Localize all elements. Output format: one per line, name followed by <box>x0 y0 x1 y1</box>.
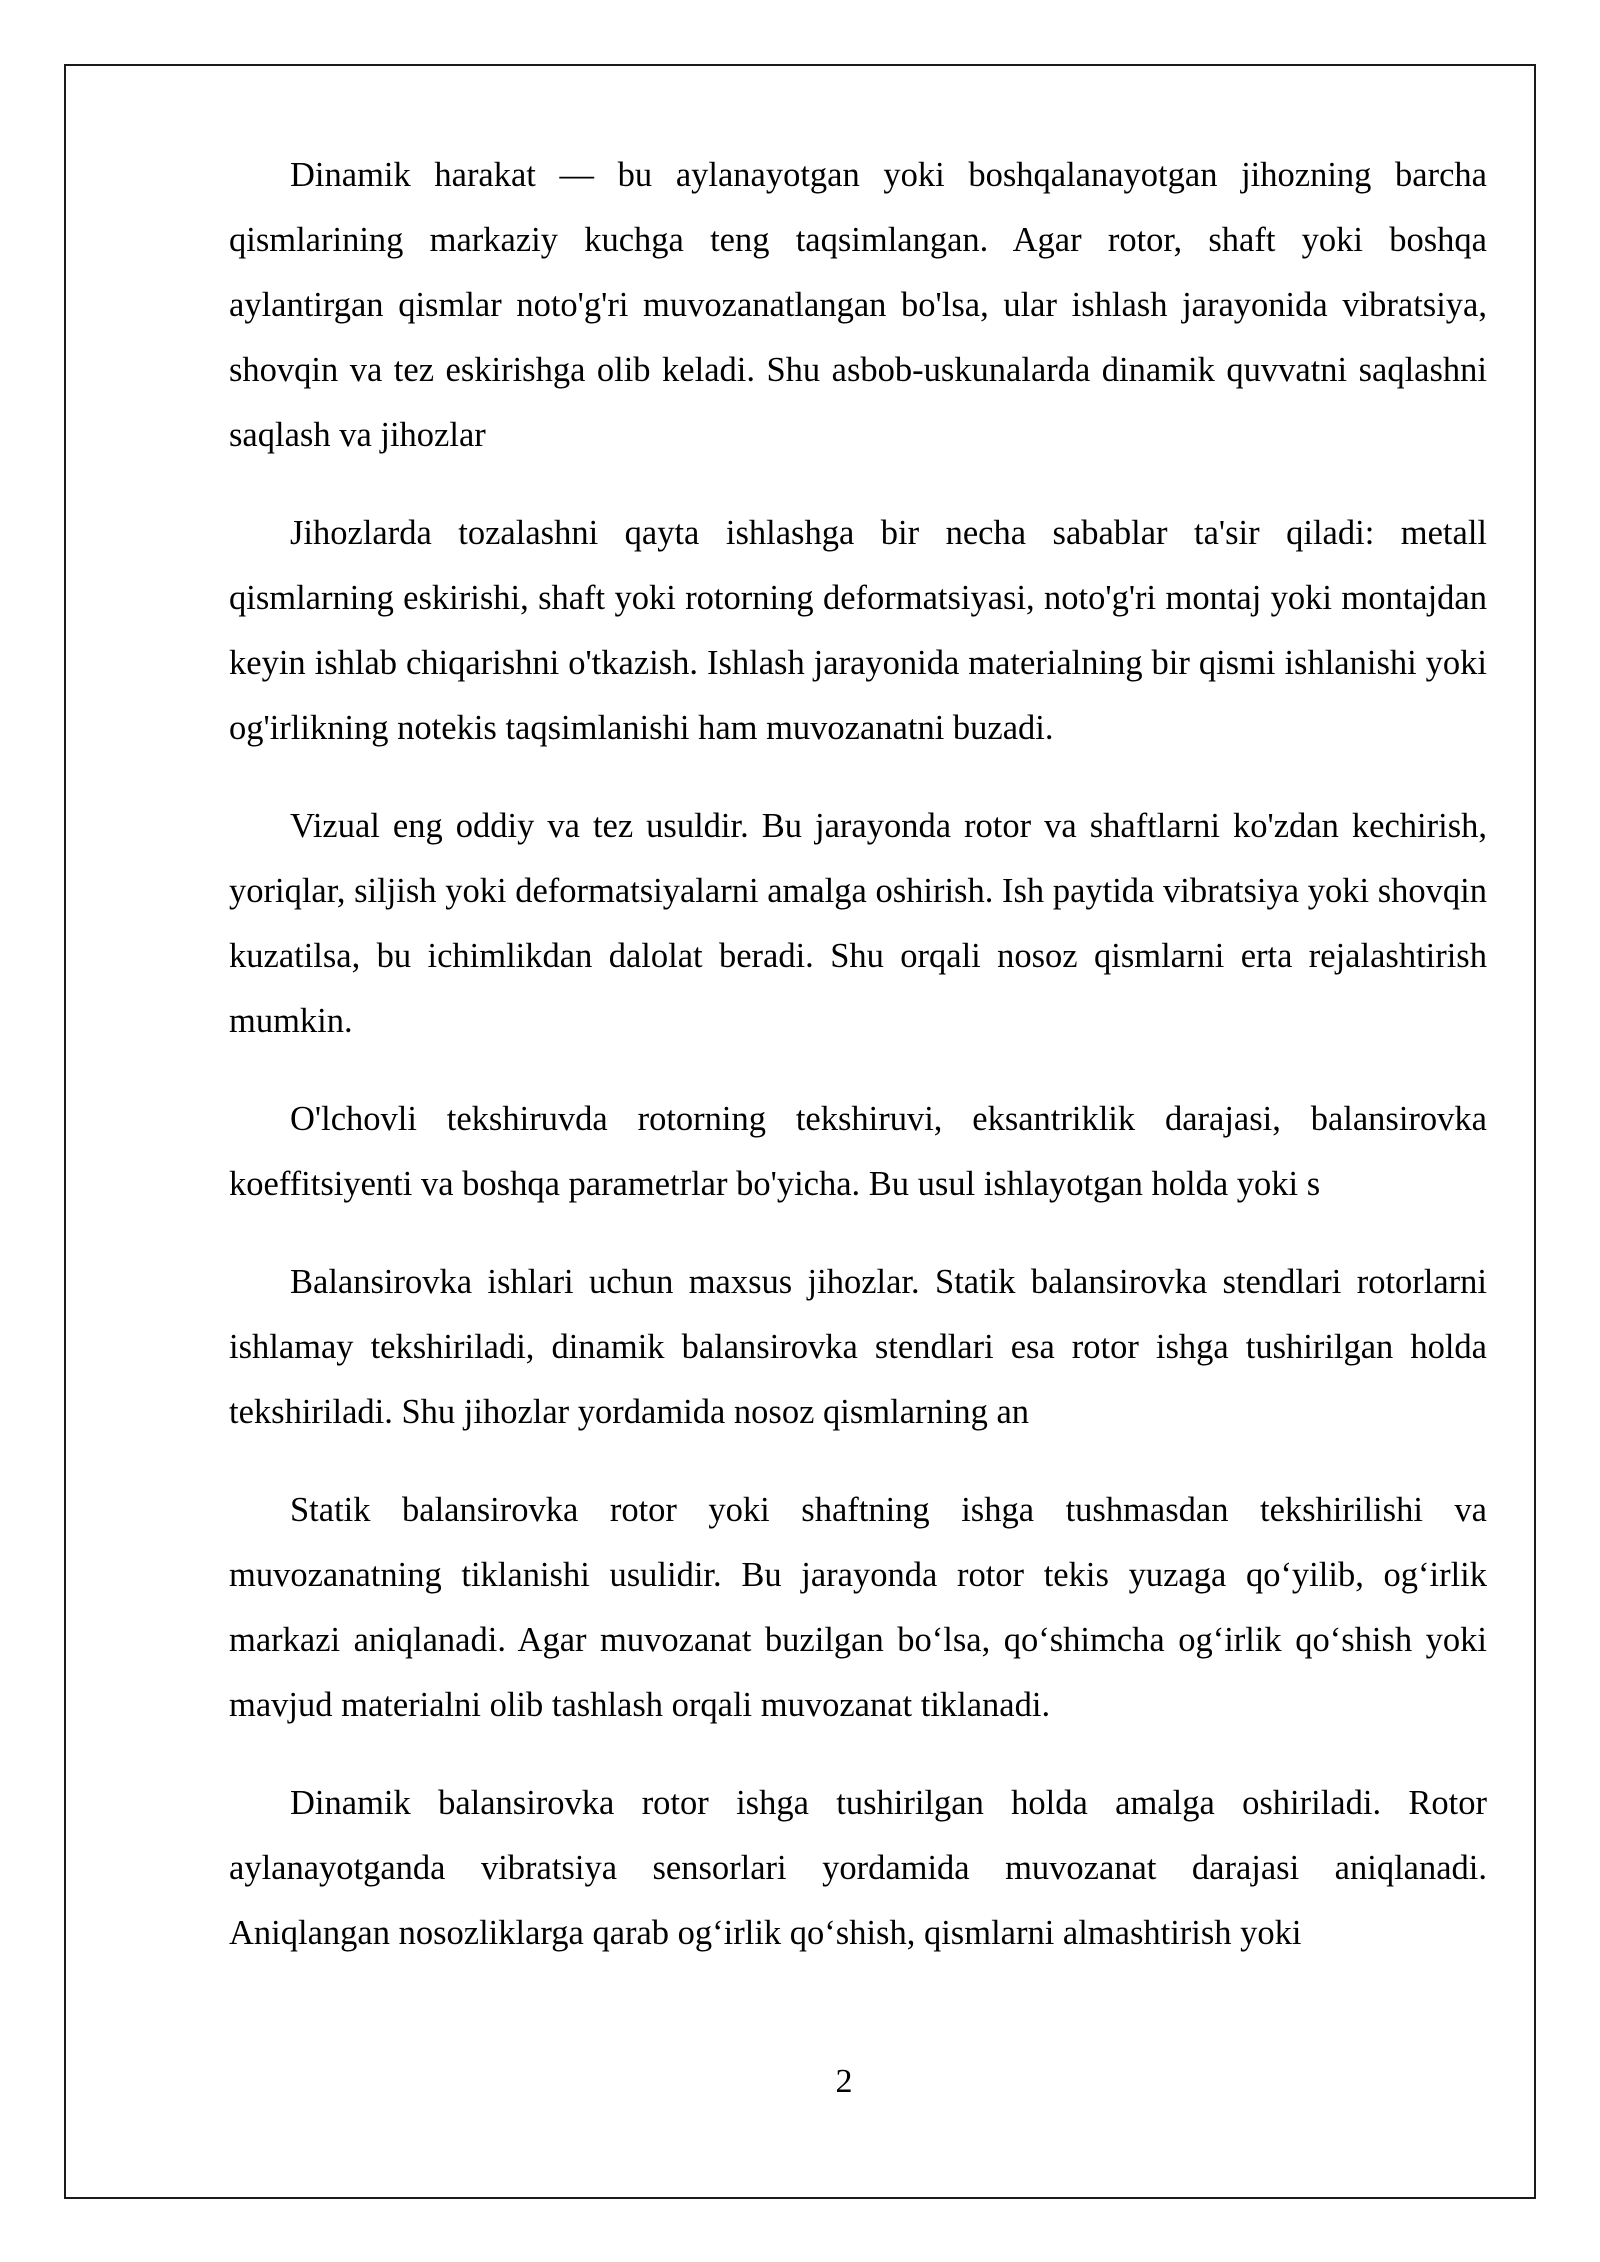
paragraph-measurement-inspection: O'lchovli tekshiruvda rotorning tekshiruvi, eksantriklik darajasi, balansirovka koeffitsiyenti va boshqa parametrlar bo'yicha. Bu usul ishlayotgan holda yoki s <box>229 1100 1487 1203</box>
document-body <box>229 143 1487 1999</box>
paragraph-static-balancing: Statik balansirovka rotor yoki shaftning ishga tushmasdan tekshirilishi va muvozanatning tiklanishi usulidir. Bu jarayonda rotor tekis yuzaga qo‘yilib, og‘irlik markazi aniqlanadi. Agar muvozanat buzilgan bo‘lsa, qo‘shimcha og‘irlik qo‘shish yoki mavjud materialni olib tashlash orqali muvozanat tiklanadi. <box>229 1491 1487 1724</box>
paragraph-dynamic-balancing: Dinamik balansirovka rotor ishga tushirilgan holda amalga oshiriladi. Rotor aylanayotganda vibratsiya sensorlari yordamida muvozanat darajasi aniqlanadi. Aniqlangan nosozliklarga qarab og‘irlik qo‘shish, qismlarni almashtirish yoki <box>229 1784 1487 1952</box>
paragraph-dynamic-motion: Dinamik harakat — bu aylanayotgan yoki boshqalanayotgan jihozning barcha qismlarining markaziy kuchga teng taqsimlangan. Agar rotor, shaft yoki boshqa aylantirgan qismlar noto'g'ri muvozanatlangan bo'lsa, ular ishlash jarayonida vibratsiya, shovqin va tez eskirishga olib keladi. Shu asbob-uskunalarda dinamik quvvatni saqlashni saqlash va jihozlar <box>229 156 1487 454</box>
paragraph-causes: Jihozlarda tozalashni qayta ishlashga bir necha sabablar ta'sir qiladi: metall qismlarning eskirishi, shaft yoki rotorning deformatsiyasi, noto'g'ri montaj yoki montajdan keyin ishlab chiqarishni o'tkazish. Ishlash jarayonida materialning bir qismi ishlanishi yoki og'irlikning notekis taqsimlanishi ham muvozanatni buzadi. <box>229 514 1487 747</box>
paragraph-balancing-equipment: Balansirovka ishlari uchun maxsus jihozlar. Statik balansirovka stendlari rotorlarni ishlamay tekshiriladi, dinamik balansirovka stendlari esa rotor ishga tushirilgan holda tekshiriladi. Shu jihozlar yordamida nosoz qismlarning an <box>229 1263 1487 1431</box>
page-number: 2 <box>835 2063 853 2100</box>
paragraph-visual-inspection: Vizual eng oddiy va tez usuldir. Bu jarayonda rotor va shaftlarni ko'zdan kechirish, yoriqlar, siljish yoki deformatsiyalarni amalga oshirish. Ish paytida vibratsiya yoki shovqin kuzatilsa, bu ichimlikdan dalolat beradi. Shu orqali nosoz qismlarni erta rejalashtirish mumkin. <box>229 807 1487 1040</box>
